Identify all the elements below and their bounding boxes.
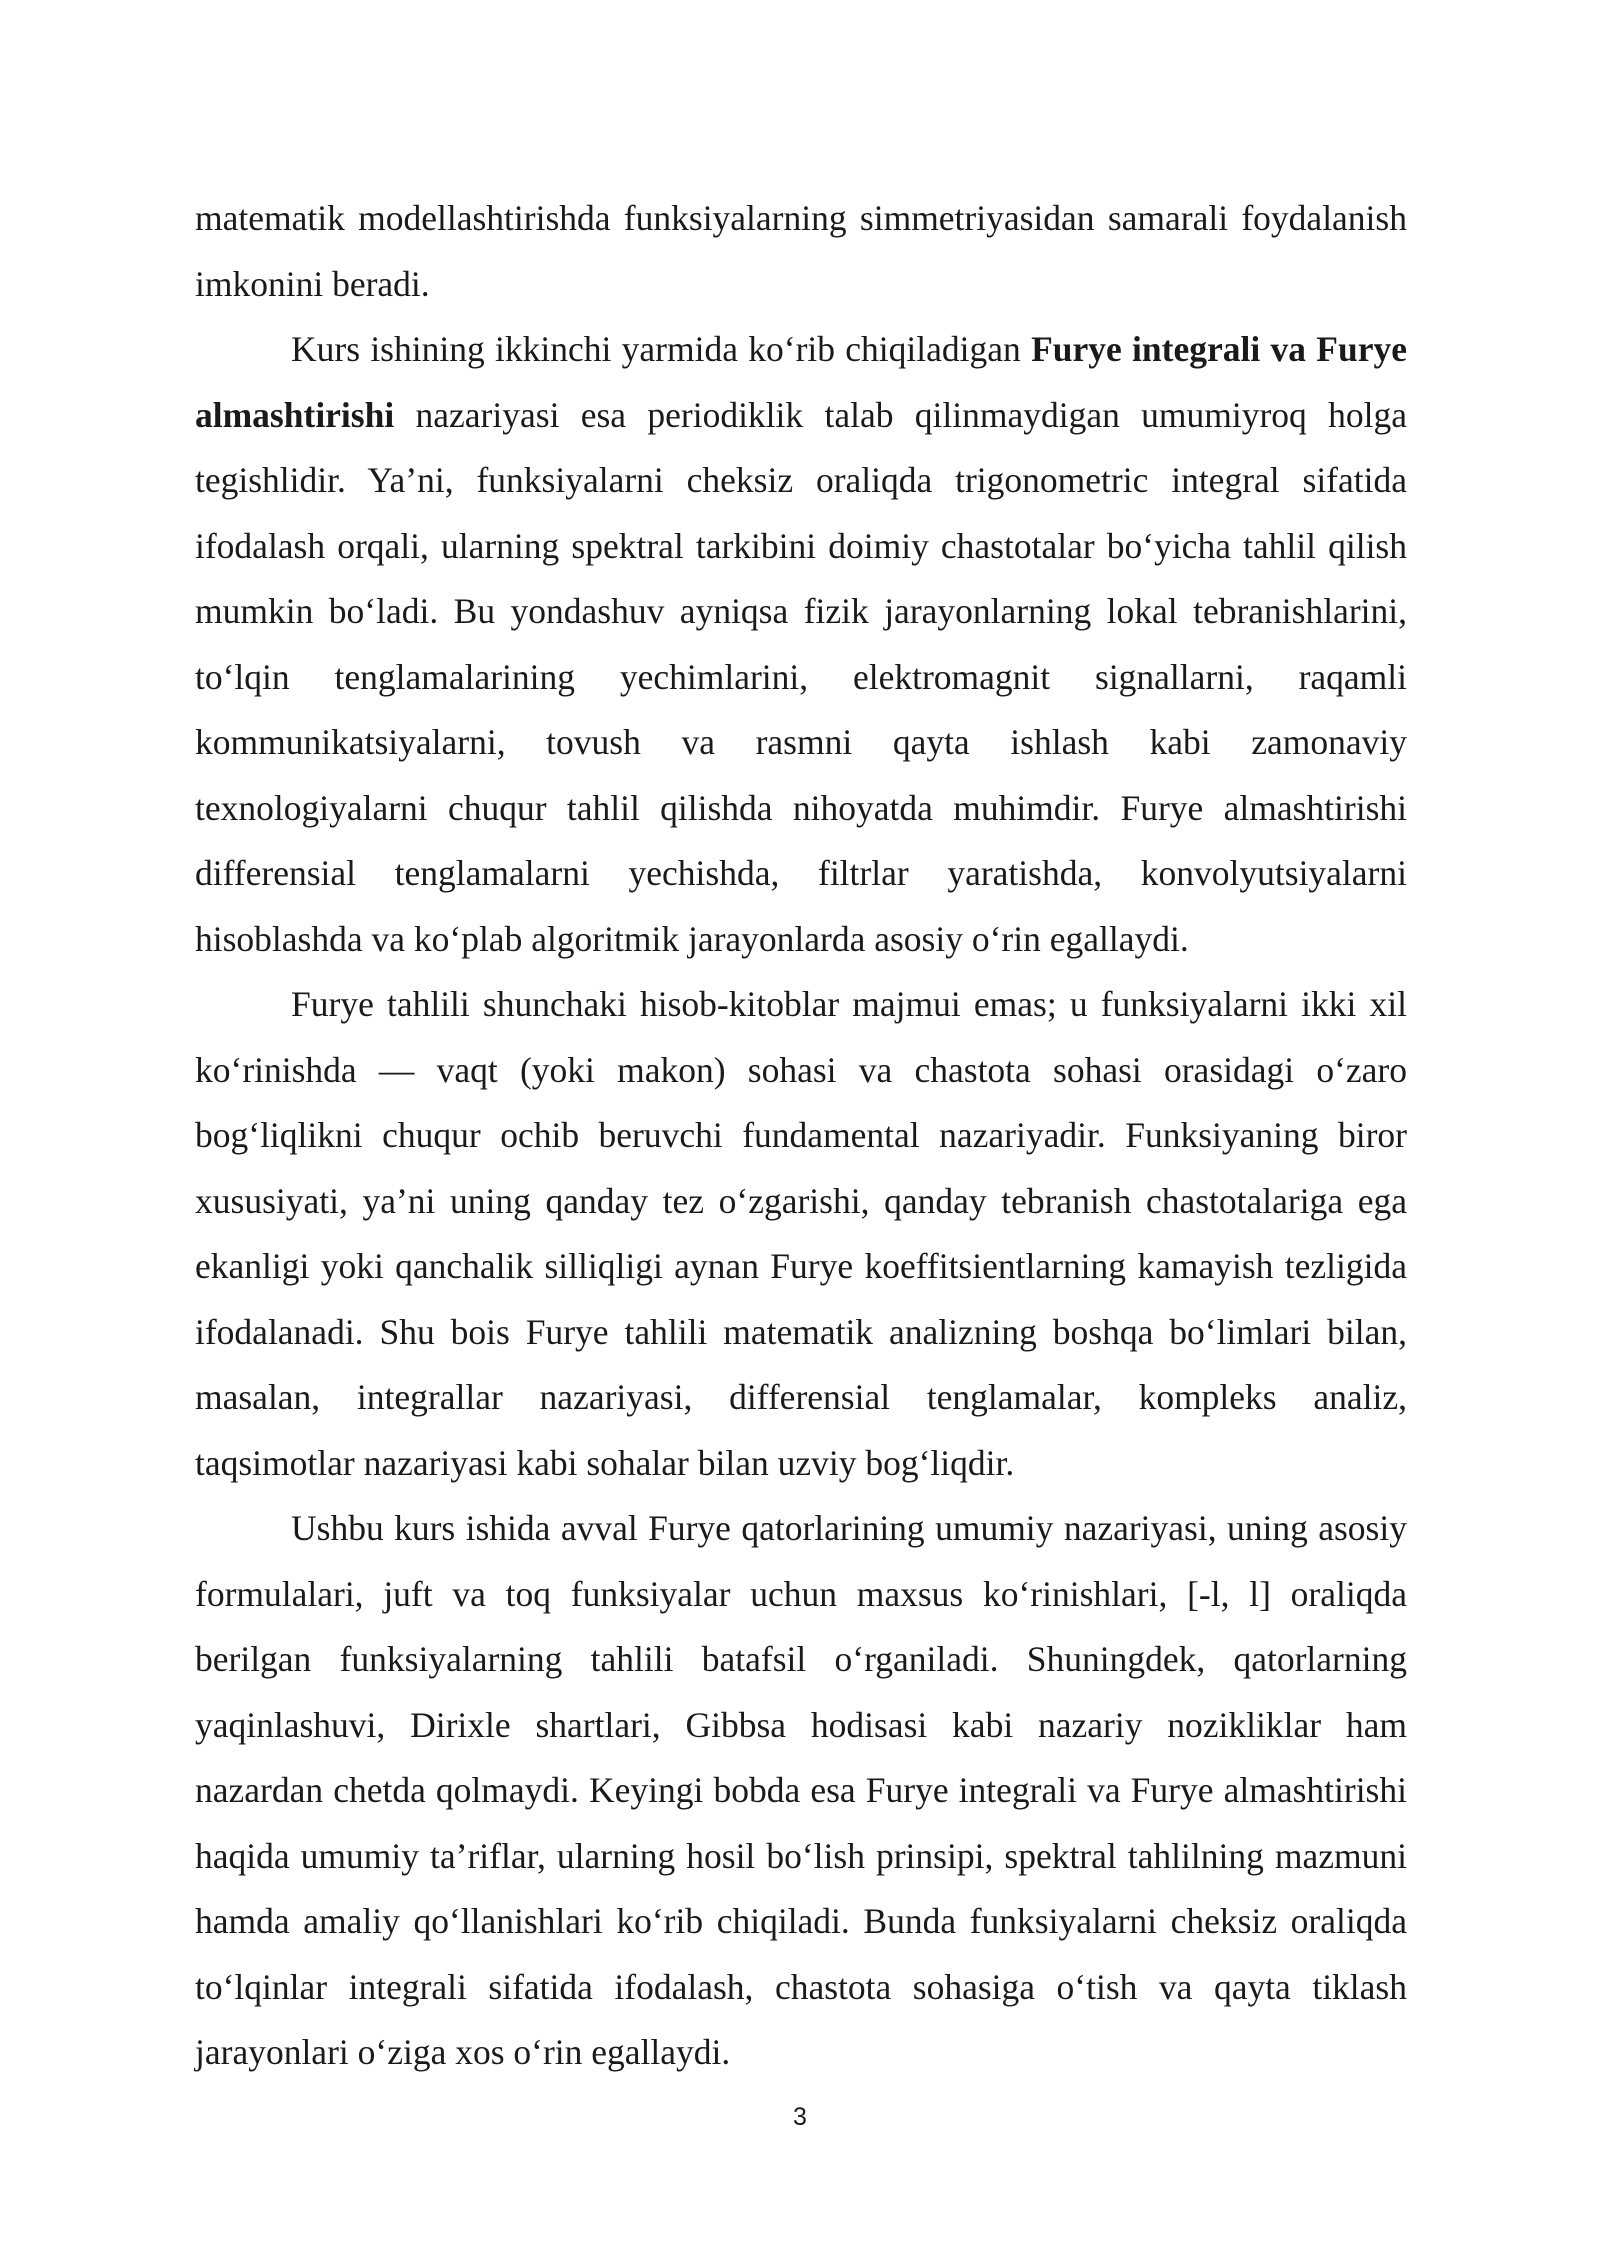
paragraph-1 (195, 186, 1407, 317)
paragraph-3-text: Furye tahlili shunchaki hisob-kitoblar majmui emas; u funksiyalarni ikki xil ko‘rinishda — vaqt (yoki makon) sohasi va chastota sohasi orasidagi o‘zaro bog‘liqlikni chuqur ochib beruvchi fundamental nazariyadir. Funksiyaning biror xususiyati, ya’ni uning qanday tez o‘zgarishi, qanday tebranish chastotalariga ega ekanligi yoki qanchalik silliqligi aynan Furye koeffitsientlarning kamayish tezligida ifodalanadi. Shu bois Furye tahlili matematik analizning boshqa bo‘limlari bilan, masalan, integrallar nazariyasi, differensial tenglamalar, kompleks analiz, taqsimotlar nazariyasi kabi sohalar bilan uzviy bog‘liqdir. (195, 984, 1407, 1483)
paragraph-1-text: matematik modellashtirishda funksiyalarning simmetriyasidan samarali foydalanish imkonini beradi. (195, 198, 1407, 304)
page-number: 3 (793, 2103, 807, 2131)
body-text (195, 186, 1407, 2086)
paragraph-4 (195, 1496, 1407, 2086)
paragraph-2-intro: Kurs ishining ikkinchi yarmida ko‘rib chiqiladigan (291, 329, 1032, 369)
paragraph-3 (195, 972, 1407, 1496)
paragraph-2-body: nazariyasi esa periodiklik talab qilinmaydigan umumiyroq holga tegishlidir. Ya’ni, funksiyalarni cheksiz oraliqda trigonometric integral sifatida ifodalash orqali, ularning spektral tarkibini doimiy chastotalar bo‘yicha tahlil qilish mumkin bo‘ladi. Bu yondashuv ayniqsa fizik jarayonlarning lokal tebranishlarini, to‘lqin tenglamalarining yechimlarini, elektromagnit signallarni, raqamli kommunikatsiyalarni, tovush va rasmni qayta ishlash kabi zamonaviy texnologiyalarni chuqur tahlil qilishda nihoyatda muhimdir. Furye almashtirishi differensial tenglamalarni yechishda, filtrlar yaratishda, konvolyutsiyalarni hisoblashda va ko‘plab algoritmik jarayonlarda asosiy o‘rin egallaydi. (195, 394, 1407, 959)
bold-term-furye-integrali: Furye integrali va Furye almashtirishi (195, 329, 1407, 435)
paragraph-4-text: Ushbu kurs ishida avval Furye qatorlarining umumiy nazariyasi, uning asosiy formulalari, juft va toq funksiyalar uchun maxsus ko‘rinishlari, [-l, l] oraliqda berilgan funksiyalarning tahlili batafsil o‘rganiladi. Shuningdek, qatorlarning yaqinlashuvi, Dirixle shartlari, Gibbsa hodisasi kabi nazariy nozikliklar ham nazardan chetda qolmaydi. Keyingi bobda esa Furye integrali va Furye almashtirishi haqida umumiy ta’riflar, ularning hosil bo‘lish prinsipi, spektral tahlilning mazmuni hamda amaliy qo‘llanishlari ko‘rib chiqiladi. Bunda funksiyalarni cheksiz oraliqda to‘lqinlar integrali sifatida ifodalash, chastota sohasiga o‘tish va qayta tiklash jarayonlari o‘ziga xos o‘rin egallaydi. (195, 1508, 1407, 2072)
paragraph-2 (195, 317, 1407, 972)
